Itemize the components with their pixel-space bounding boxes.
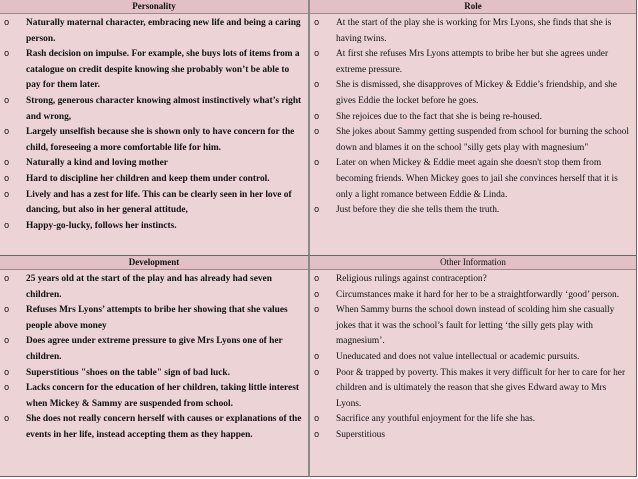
- list-item-text: At the start of the play she is working for Mrs Lyons, she finds that she is having twins.: [336, 18, 612, 44]
- list-item: [310, 78, 636, 109]
- list-item-text: She is dismissed, she disapproves of Mickey & Eddie’s friendship, and she gives Eddie the locket before he goes.: [336, 80, 617, 106]
- bullet-marker: o: [4, 414, 10, 425]
- list-item: [0, 381, 308, 412]
- list-item: [310, 428, 636, 444]
- list-item-text: She does not really concern herself with causes or explanations of the events in her life, instead accepting them as they happen.: [26, 414, 302, 440]
- list-item-text: When Sammy burns the school down instead of scolding him she casually jokes that it was the school’s fault for letting ‘the silly gets play with magnesium’.: [336, 305, 615, 347]
- list-item: [310, 110, 636, 126]
- personality-header: Personality: [0, 0, 308, 14]
- list-item: [310, 203, 636, 219]
- list-item-text: Religious rulings against contraception?: [336, 274, 487, 284]
- list-item: [0, 172, 308, 188]
- list-item-text: Rash decision on impulse. For example, she buys lots of items from a catalogue on credit despite knowing she probably won’t be able to pay for them later.: [26, 49, 300, 91]
- list-item: [0, 16, 308, 47]
- list-item: [0, 272, 308, 303]
- bullet-marker: o: [314, 305, 320, 316]
- list-item-text: Superstitious "shoes on the table" sign of bad luck.: [26, 367, 230, 378]
- development-header: Development: [0, 256, 308, 270]
- list-item: [310, 303, 636, 350]
- list-item-text: She rejoices due to the fact that she is being re-housed.: [336, 111, 542, 122]
- bullet-marker: o: [4, 173, 10, 184]
- list-item: [310, 412, 636, 428]
- bullet-marker: o: [314, 274, 320, 284]
- list-item-text: Refuses Mrs Lyons’ attempts to bribe her showing that she values people above money: [26, 305, 288, 331]
- list-item-text: Does agree under extreme pressure to give Mrs Lyons one of her children.: [26, 336, 283, 362]
- bullet-marker: o: [314, 429, 320, 440]
- list-item-text: Superstitious: [336, 429, 385, 440]
- list-item-text: Uneducated and does not value intellectual or academic pursuits.: [336, 351, 580, 362]
- list-item: [310, 125, 636, 156]
- role-cell: [310, 0, 637, 256]
- development-cell: [0, 256, 310, 477]
- list-item: [0, 188, 308, 219]
- bullet-marker: o: [4, 220, 10, 231]
- list-item-text: Largely unselfish because she is shown only to have concern for the child, foreseeing a more comfortable life for him.: [26, 127, 295, 153]
- list-item-text: Happy-go-lucky, follows her instincts.: [26, 220, 177, 231]
- role-header: Role: [310, 0, 636, 14]
- list-item-text: Lacks concern for the education of her children, taking little interest when Mickey & Sammy are suspended from school.: [26, 383, 299, 409]
- bullet-marker: o: [4, 189, 10, 200]
- list-item: [310, 288, 636, 304]
- bullet-marker: o: [4, 305, 10, 316]
- other-information-body: [310, 270, 636, 476]
- bullet-marker: o: [314, 80, 320, 91]
- list-item-text: Circumstances make it hard for her to be a straightforwardly ‘good’ person.: [336, 289, 620, 300]
- list-item-text: Naturally a kind and loving mother: [26, 158, 168, 169]
- list-item: [310, 350, 636, 366]
- other-information-list: [310, 272, 636, 444]
- bullet-marker: o: [314, 18, 320, 28]
- list-item: [0, 125, 308, 156]
- bullet-marker: o: [314, 127, 320, 138]
- bullet-marker: o: [4, 127, 10, 138]
- role-list: [310, 16, 636, 219]
- list-item-text: She jokes about Sammy getting suspended from school for burning the school down and blames it on the school "silly gets play with magnesium": [336, 127, 629, 153]
- bullet-marker: o: [314, 205, 320, 216]
- bullet-marker: o: [4, 383, 10, 394]
- list-item: [310, 272, 636, 288]
- list-item: [310, 16, 636, 47]
- list-item: [0, 219, 308, 235]
- bullet-marker: o: [314, 289, 320, 300]
- bullet-marker: o: [4, 49, 10, 60]
- bullet-marker: o: [4, 274, 10, 284]
- list-item-text: Later on when Mickey & Eddie meet again she doesn't stop them from becoming friends. When Mickey goes to jail she convinces herself that it is only a light romance between Eddie & Linda.: [336, 158, 618, 200]
- list-item-text: Just before they die she tells them the truth.: [336, 205, 500, 216]
- bullet-marker: o: [4, 336, 10, 347]
- list-item-text: 25 years old at the start of the play and has already had seven children.: [26, 274, 272, 300]
- list-item: [0, 47, 308, 94]
- bullet-marker: o: [314, 367, 320, 378]
- list-item-text: Lively and has a zest for life. This can be clearly seen in her love of dancing, but also in her general attitude,: [26, 189, 292, 216]
- development-body: [0, 270, 308, 476]
- bullet-marker: o: [4, 367, 10, 378]
- list-item: [310, 156, 636, 203]
- bullet-marker: o: [314, 111, 320, 122]
- bullet-marker: o: [314, 351, 320, 362]
- role-body: [310, 14, 636, 255]
- development-list: [0, 272, 308, 444]
- bullet-marker: o: [4, 158, 10, 169]
- list-item-text: At first she refuses Mrs Lyons attempts to bribe her but she agrees under extreme pressure.: [336, 49, 609, 75]
- list-item: [0, 156, 308, 172]
- other-information-header: Other Information: [310, 256, 636, 270]
- list-item: [0, 303, 308, 334]
- list-item: [0, 94, 308, 125]
- list-item-text: Strong, generous character knowing almost instinctively what’s right and wrong,: [26, 95, 302, 122]
- personality-cell: [0, 0, 310, 256]
- list-item-text: Sacrifice any youthful enjoyment for the life she has.: [336, 414, 536, 425]
- other-information-cell: [310, 256, 637, 477]
- list-item: [310, 366, 636, 413]
- list-item: [310, 47, 636, 78]
- bullet-marker: o: [4, 18, 10, 28]
- bullet-marker: o: [314, 414, 320, 425]
- personality-body: [0, 14, 308, 255]
- list-item: [0, 334, 308, 365]
- list-item-text: Hard to discipline her children and keep them under control.: [26, 173, 270, 184]
- bullet-marker: o: [4, 95, 10, 106]
- list-item-text: Naturally maternal character, embracing new life and being a caring person.: [26, 18, 301, 44]
- list-item: [0, 412, 308, 443]
- bullet-marker: o: [314, 158, 320, 169]
- personality-list: [0, 16, 308, 234]
- list-item-text: Poor & trapped by poverty. This makes it very difficult for her to care for her children and is ultimately the reason that she gives Edward away to Mrs Lyons.: [336, 367, 626, 409]
- list-item: [0, 366, 308, 382]
- bullet-marker: o: [314, 49, 320, 60]
